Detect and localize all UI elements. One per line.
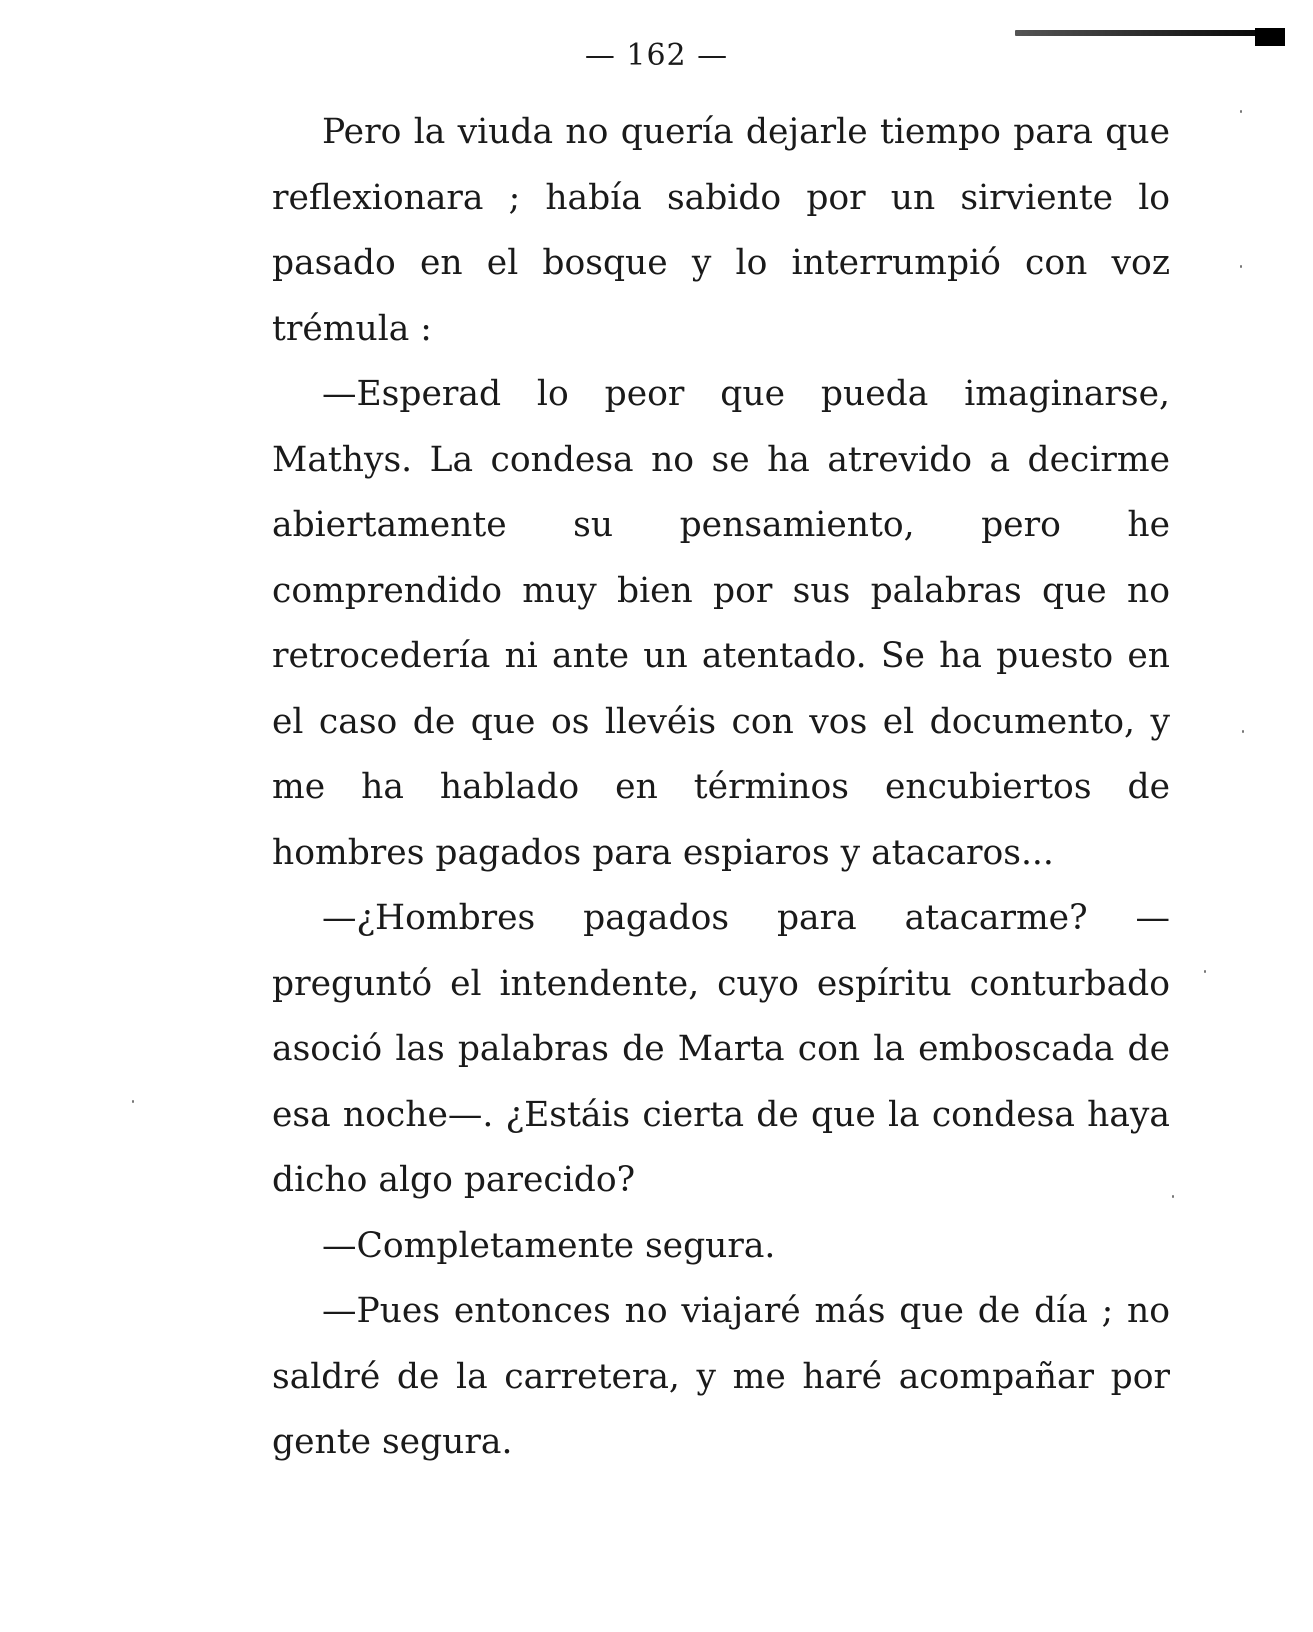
body-text bbox=[272, 100, 1170, 1476]
page-number: — 162 — bbox=[584, 38, 729, 73]
paragraph-2: —Esperad lo peor que pueda imaginarse, Mathys. La condesa no se ha atrevido a decirme abiertamente su pensamiento, pero he comprendido muy bien por sus palabras que no retrocedería ni ante un atentado. Se ha puesto en el caso de que os llevéis con vos el documento, y me ha hablado en términos encubiertos de hombres pagados para espiaros y atacaros... bbox=[272, 374, 1170, 873]
paragraph-3: —¿Hombres pagados para atacarme? — preguntó el intendente, cuyo espíritu conturbado asoció las palabras de Marta con la emboscada de esa noche—. ¿Estáis cierta de que la condesa haya dicho algo parecido? bbox=[272, 898, 1170, 1200]
paragraph-4: —Completamente segura. bbox=[322, 1225, 776, 1266]
scan-speck bbox=[1240, 265, 1242, 268]
scan-speck bbox=[1242, 730, 1244, 733]
scan-speck bbox=[1240, 110, 1242, 113]
paragraph-5: —Pues entonces no viajaré más que de día ; no saldré de la carretera, y me haré acompañar por gente segura. bbox=[272, 1291, 1170, 1462]
scan-speck bbox=[1204, 970, 1206, 973]
paragraph-1: Pero la viuda no quería dejarle tiempo para que reflexionara ; había sabido por un sirviente lo pasado en el bosque y lo interrumpió con voz trémula : bbox=[272, 112, 1170, 349]
scan-edge-mark bbox=[1015, 30, 1285, 36]
scan-speck bbox=[1172, 1195, 1174, 1198]
scan-edge-mark-tip bbox=[1255, 28, 1285, 46]
scan-speck bbox=[132, 1100, 134, 1103]
